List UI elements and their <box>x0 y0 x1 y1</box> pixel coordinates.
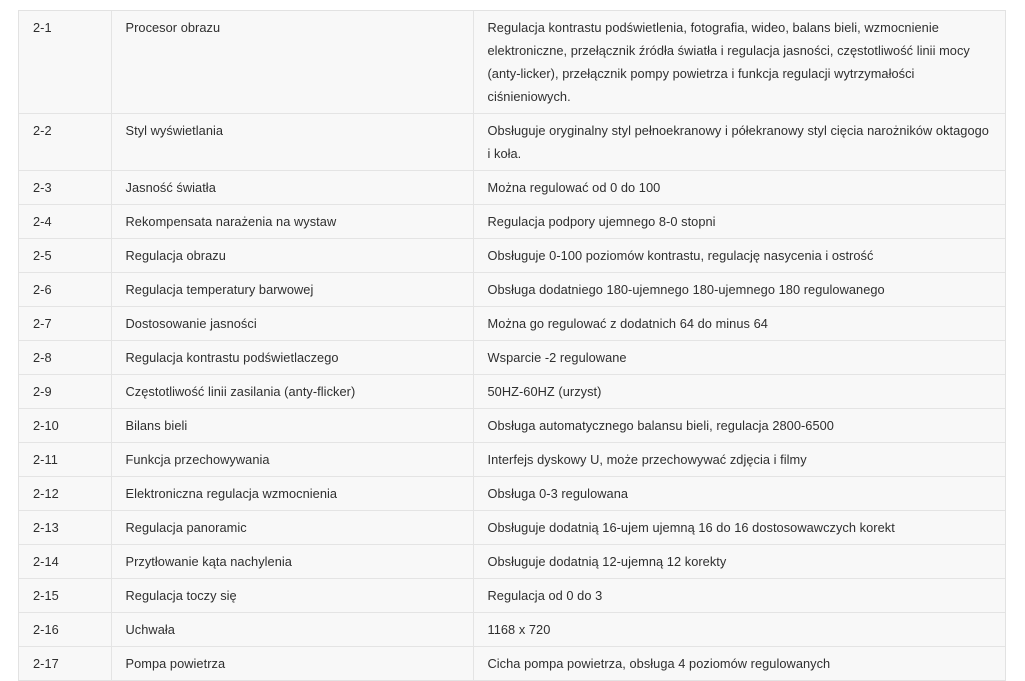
table-row <box>19 171 1005 205</box>
row-description-cell: Obsługa 0-3 regulowana <box>473 477 1005 511</box>
row-name-cell: Regulacja toczy się <box>111 579 473 613</box>
table-row <box>19 409 1005 443</box>
row-name-cell: Przytłowanie kąta nachylenia <box>111 545 473 579</box>
table-row <box>19 307 1005 341</box>
row-description-cell: 50HZ-60HZ (urzyst) <box>473 375 1005 409</box>
row-name-cell: Styl wyświetlania <box>111 114 473 171</box>
table-row <box>19 613 1005 647</box>
table-row <box>19 239 1005 273</box>
table-row <box>19 477 1005 511</box>
row-code-cell: 2-12 <box>19 477 111 511</box>
row-name-cell: Dostosowanie jasności <box>111 307 473 341</box>
row-name-cell: Bilans bieli <box>111 409 473 443</box>
row-description-cell: Regulacja kontrastu podświetlenia, fotografia, wideo, balans bieli, wzmocnienie elektroniczne, przełącznik źródła światła i regulacja jasności, częstotliwość linii mocy (anty-licker), przełącznik pompy powietrza i funkcja regulacji wytrzymałości ciśnieniowych. <box>473 11 1005 114</box>
row-description-cell: Obsługuje dodatnią 16-ujem ujemną 16 do 16 dostosowawczych korekt <box>473 511 1005 545</box>
row-description-cell: Regulacja od 0 do 3 <box>473 579 1005 613</box>
row-description-cell: Można regulować od 0 do 100 <box>473 171 1005 205</box>
row-code-cell: 2-13 <box>19 511 111 545</box>
table-row <box>19 579 1005 613</box>
row-name-cell: Częstotliwość linii zasilania (anty-flicker) <box>111 375 473 409</box>
row-description-cell: Interfejs dyskowy U, może przechowywać zdjęcia i filmy <box>473 443 1005 477</box>
row-name-cell: Pompa powietrza <box>111 647 473 681</box>
row-description-cell: Obsługuje 0-100 poziomów kontrastu, regulację nasycenia i ostrość <box>473 239 1005 273</box>
row-code-cell: 2-8 <box>19 341 111 375</box>
row-description-cell: Wsparcie -2 regulowane <box>473 341 1005 375</box>
row-code-cell: 2-2 <box>19 114 111 171</box>
row-name-cell: Regulacja temperatury barwowej <box>111 273 473 307</box>
table-row <box>19 375 1005 409</box>
row-code-cell: 2-3 <box>19 171 111 205</box>
row-description-cell: Regulacja podpory ujemnego 8-0 stopni <box>473 205 1005 239</box>
row-code-cell: 2-17 <box>19 647 111 681</box>
table-row <box>19 443 1005 477</box>
specification-table-body <box>19 11 1005 680</box>
row-code-cell: 2-5 <box>19 239 111 273</box>
table-row <box>19 341 1005 375</box>
specification-table <box>19 11 1005 680</box>
row-code-cell: 2-9 <box>19 375 111 409</box>
row-code-cell: 2-7 <box>19 307 111 341</box>
row-description-cell: 1168 x 720 <box>473 613 1005 647</box>
row-name-cell: Elektroniczna regulacja wzmocnienia <box>111 477 473 511</box>
table-row <box>19 11 1005 114</box>
table-row <box>19 545 1005 579</box>
row-code-cell: 2-1 <box>19 11 111 114</box>
row-name-cell: Procesor obrazu <box>111 11 473 114</box>
row-description-cell: Obsługuje oryginalny styl pełnoekranowy i półekranowy styl cięcia narożników oktagogo i koła. <box>473 114 1005 171</box>
row-name-cell: Rekompensata narażenia na wystaw <box>111 205 473 239</box>
row-description-cell: Obsługa dodatniego 180-ujemnego 180-ujemnego 180 regulowanego <box>473 273 1005 307</box>
row-code-cell: 2-11 <box>19 443 111 477</box>
row-name-cell: Regulacja panoramic <box>111 511 473 545</box>
row-name-cell: Funkcja przechowywania <box>111 443 473 477</box>
row-code-cell: 2-16 <box>19 613 111 647</box>
row-code-cell: 2-15 <box>19 579 111 613</box>
row-name-cell: Regulacja obrazu <box>111 239 473 273</box>
table-row <box>19 647 1005 681</box>
row-description-cell: Można go regulować z dodatnich 64 do minus 64 <box>473 307 1005 341</box>
row-description-cell: Obsługa automatycznego balansu bieli, regulacja 2800-6500 <box>473 409 1005 443</box>
row-name-cell: Regulacja kontrastu podświetlaczego <box>111 341 473 375</box>
table-row <box>19 205 1005 239</box>
row-name-cell: Uchwała <box>111 613 473 647</box>
table-row <box>19 511 1005 545</box>
row-name-cell: Jasność światła <box>111 171 473 205</box>
row-code-cell: 2-14 <box>19 545 111 579</box>
specification-table-container <box>18 10 1006 681</box>
row-description-cell: Obsługuje dodatnią 12-ujemną 12 korekty <box>473 545 1005 579</box>
row-description-cell: Cicha pompa powietrza, obsługa 4 poziomów regulowanych <box>473 647 1005 681</box>
table-row <box>19 114 1005 171</box>
row-code-cell: 2-10 <box>19 409 111 443</box>
row-code-cell: 2-4 <box>19 205 111 239</box>
row-code-cell: 2-6 <box>19 273 111 307</box>
table-row <box>19 273 1005 307</box>
